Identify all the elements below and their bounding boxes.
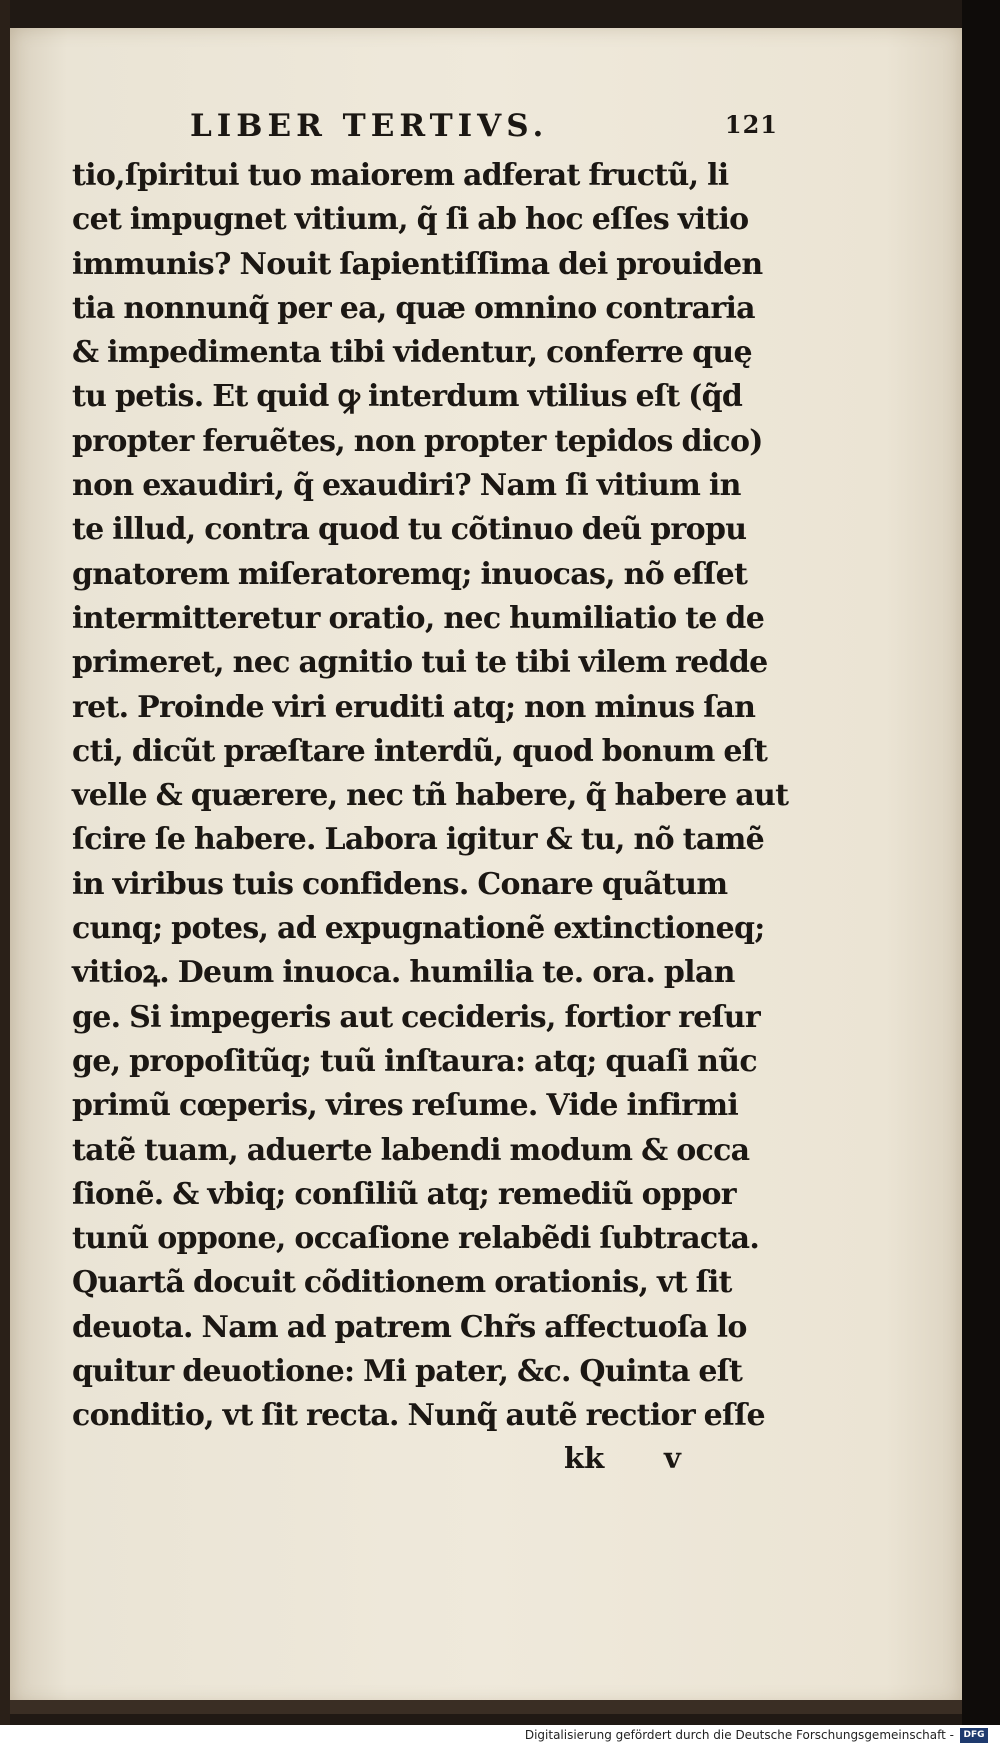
credit-text: Digitalisierung gefördert durch die Deutsche Forschungsgemeinschaft -	[524, 1728, 954, 1742]
text-line: velle & quærere, nec tñ habere, q̃ habere aut	[72, 778, 789, 814]
text-line: quitur deuotione: Mi pater, &c. Quinta eſt	[72, 1354, 743, 1390]
dfg-logo-icon: DFG	[960, 1728, 988, 1743]
bottom-binding-edge	[10, 1700, 970, 1714]
text-line: ret. Proinde viri eruditi atq; non minus ſan	[72, 689, 756, 725]
text-line: tu petis. Et quid ꝙ interdum vtilius eſt (q̃d	[72, 379, 743, 415]
left-binding-shadow	[0, 0, 10, 1747]
text-line: te illud, contra quod tu cõtinuo deũ propu	[72, 512, 747, 548]
text-line: cti, dicũt præſtare interdũ, quod bonum eſt	[72, 733, 768, 769]
digitization-credit-bar	[0, 1725, 1000, 1747]
text-line: immunis? Nouit ſapientiſſima dei prouiden	[72, 246, 763, 282]
page-footer	[72, 1441, 792, 1485]
text-line: tatẽ tuam, aduerte labendi modum & occa	[72, 1132, 750, 1168]
printed-text-block	[72, 108, 792, 1485]
running-title: LIBER TERTIVS.	[190, 108, 549, 144]
text-lines	[72, 154, 792, 1439]
text-line: & impedimenta tibi videntur, conferre quę	[72, 335, 752, 371]
catchword: v	[664, 1440, 681, 1475]
text-line: cet impugnet vitium, q̃ ſi ab hoc eſſes vitio	[72, 202, 749, 238]
text-line: cunq; potes, ad expugnationẽ extinctioneq;	[72, 911, 765, 947]
text-line: vitioꝝ. Deum inuoca. humilia te. ora. plan	[72, 955, 735, 991]
text-line: propter feruẽtes, non propter tepidos dico)	[72, 423, 763, 459]
text-line: Quartã docuit cõditionem orationis, vt ſit	[72, 1265, 732, 1301]
page-header	[72, 108, 792, 154]
signature-mark: kk	[564, 1440, 605, 1475]
text-line: tio,ſpiritui tuo maiorem adferat fructũ, li	[72, 158, 729, 193]
text-line: deuota. Nam ad patrem Chr̃s affectuoſa lo	[72, 1309, 747, 1345]
text-line: ſcire ſe habere. Labora igitur & tu, nõ tamẽ	[72, 822, 765, 858]
folio-number: 121	[724, 110, 778, 139]
text-line: intermitteretur oratio, nec humiliatio te de	[72, 600, 765, 636]
text-line: in viribus tuis confidens. Conare quãtum	[72, 866, 728, 902]
text-line: ſionẽ. & vbiq; conſiliũ atq; remediũ oppor	[72, 1176, 736, 1212]
text-line: tia nonnunq̃ per ea, quæ omnino contraria	[72, 290, 755, 326]
text-line: non exaudiri, q̃ exaudiri? Nam ſi vitium in	[72, 468, 741, 504]
text-line: conditio, vt ſit recta. Nunq̃ autẽ rectior eſſe	[72, 1398, 765, 1434]
text-line: gnatorem miſeratoremq; inuocas, nõ eſſet	[72, 556, 748, 592]
text-line: tunũ oppone, occaſione relabẽdi ſubtracta.	[72, 1221, 760, 1257]
text-line: primeret, nec agnitio tui te tibi vilem redde	[72, 645, 768, 681]
right-binding-shadow	[962, 0, 1000, 1747]
text-line: ge. Si impegeris aut cecideris, fortior reſur	[72, 999, 761, 1035]
text-line: primũ cœperis, vires reſume. Vide infirmi	[72, 1088, 739, 1124]
text-line: ge, propoſitũq; tuũ inſtaura: atq; quaſi nũc	[72, 1043, 757, 1079]
